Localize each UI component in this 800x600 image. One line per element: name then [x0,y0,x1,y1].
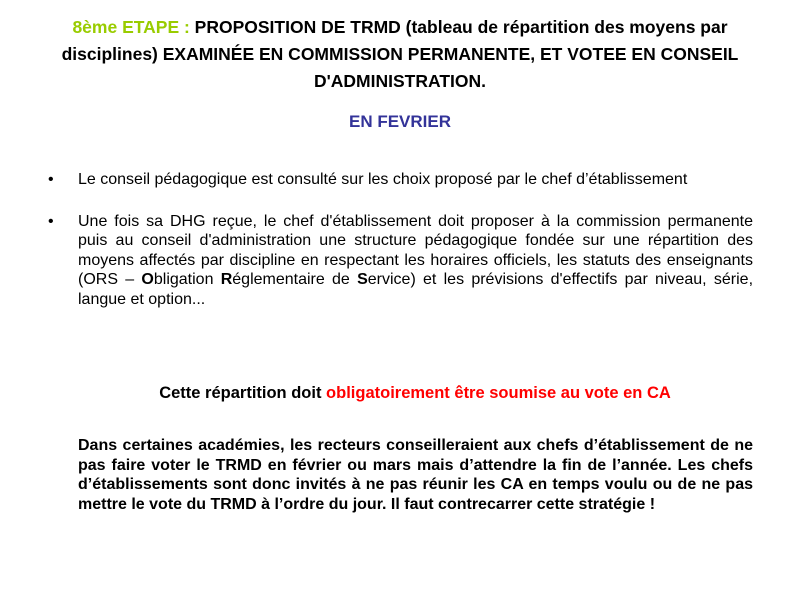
title-text: PROPOSITION DE TRMD (tableau de répartition des moyens par disciplines) EXAMINÉE EN COMMISSION PERMANENTE, ET VOTEE EN CONSEIL D'ADMINISTRATION. [61,17,739,91]
bullet-item-conseil-pedagogique [48,170,753,190]
bullet-text-part: ervice) et les prévisions d'effectifs par niveau, série, langue et option... [78,271,754,308]
bullet-icon: • [48,171,54,188]
slide-title [40,14,760,95]
vote-emphasis: obligatoirement être soumise au vote en CA [326,384,671,402]
warning-paragraph: Dans certaines académies, les recteurs conseilleraient aux chefs d’établissement de ne pas faire voter le TRMD en février ou mars mais d’attendre la fin de l’année. Les chefs d’établissements sont donc invités à ne pas réunir les CA en temps voulu ou de ne pas mettre le vote du TRMD à l’ordre du jour. Il faut contrecarrer cette stratégie ! [78,437,753,513]
step-label: 8ème ETAPE : [72,17,195,37]
ors-initial-o: O [141,271,154,288]
bullet-text-part: Une fois sa DHG reçue, le chef d'établissement doit proposer à la commission permanente puis au conseil d'administration une structure pédagogique fondée sur une répartition des moyens affectés par discipline en respectant les horaires officiels, les statuts des enseignants (ORS – [78,212,753,288]
bullet-text [78,213,753,308]
bullet-icon: • [48,212,54,230]
ors-initial-s: S [357,271,368,288]
vote-lead: Cette répartition doit [159,384,327,402]
bullet-list [48,170,753,309]
bullet-item-dhg [48,212,753,310]
bullet-text: Le conseil pédagogique est consulté sur les choix proposé par le chef d’établissement [78,171,688,188]
slide-subtitle: EN FEVRIER [348,112,452,131]
ors-initial-r: R [220,271,233,288]
bullet-text-part: églementaire de [232,271,358,288]
vote-statement [0,384,800,403]
bullet-text-part: bligation [153,271,221,288]
